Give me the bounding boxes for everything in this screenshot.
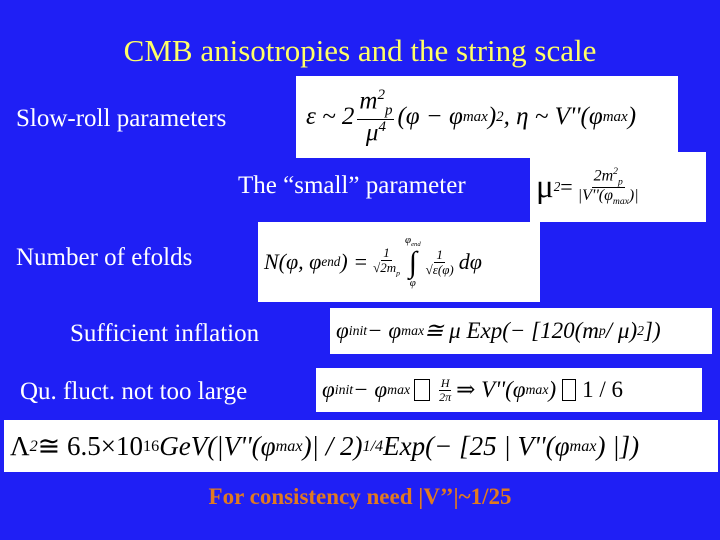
consistency-note: For consistency need |V’’|~1/25: [208, 484, 512, 509]
eq-part: ): [548, 377, 557, 402]
eq-part: 2: [496, 108, 504, 125]
eq-part: , η ~ V''(φ: [503, 103, 603, 130]
slow-roll-equation: [296, 76, 678, 158]
eq-part: (φ − φ: [397, 103, 463, 130]
eq-part: 16: [143, 436, 160, 455]
efolds-label: Number of efolds: [16, 244, 193, 271]
eq-part: / μ): [605, 318, 638, 343]
eq-part: 1/4: [362, 436, 384, 455]
eq-part: dφ: [458, 249, 482, 274]
eq-part: Exp: [383, 430, 426, 461]
eq-part: φ: [336, 318, 349, 343]
eq-part: H: [440, 375, 450, 390]
eq-part: =: [560, 174, 573, 199]
eq-part: φ: [322, 377, 335, 402]
fraction: [357, 88, 394, 147]
eq-part: 1: [383, 245, 390, 261]
eq-part: 2: [29, 436, 38, 455]
eq-part: )|: [628, 187, 639, 205]
eq-part: − φ: [353, 377, 388, 402]
eq-part: max: [602, 108, 628, 125]
eq-part: √2m: [373, 259, 397, 275]
eq-part: |V''(φ: [577, 187, 613, 205]
eq-part: ≅ μ Exp: [424, 318, 503, 343]
sufficient-inflation-label: Sufficient inflation: [70, 320, 260, 347]
eq-part: ) |]): [596, 430, 640, 461]
slow-roll-label: Slow-roll parameters: [16, 105, 227, 132]
eq-part: μ: [365, 119, 379, 147]
eq-part: )| / 2): [302, 430, 363, 461]
eq-part: m: [359, 87, 378, 114]
eq-part: ε ~ 2: [306, 103, 355, 130]
efolds-equation: [258, 222, 540, 302]
eq-part: ≅ 6.5×10: [37, 430, 144, 461]
eq-part: p: [617, 176, 623, 188]
eq-part: p: [384, 102, 393, 118]
eq-part: max: [462, 108, 488, 125]
eq-part: ⇒ V''(φ: [456, 377, 526, 402]
eq-part: 2m: [593, 166, 614, 184]
eq-part: max: [401, 323, 425, 338]
integral-icon: ∫: [408, 246, 417, 280]
eq-part: end: [411, 240, 421, 248]
eq-part: (− [120(m: [502, 318, 599, 343]
eq-part: max: [612, 196, 629, 208]
fraction: [424, 248, 456, 276]
eq-part: ): [627, 103, 637, 130]
fraction: [576, 167, 641, 208]
eq-part: (|V''(φ: [207, 430, 276, 461]
eq-part: max: [525, 382, 549, 397]
eq-part: 2: [377, 86, 385, 103]
integral: [405, 235, 421, 290]
eq-part: 4: [378, 118, 386, 135]
eq-part: max: [387, 382, 411, 397]
eq-part: − φ: [367, 318, 402, 343]
eq-part: 2: [613, 165, 618, 177]
eq-part: GeV: [159, 430, 208, 461]
eq-part: ): [487, 103, 497, 130]
small-parameter-label: The “small” parameter: [238, 172, 466, 199]
eq-part: Λ: [10, 430, 30, 461]
missing-glyph-icon: [414, 379, 430, 401]
small-parameter-equation: [530, 152, 706, 222]
eq-part: ]): [644, 318, 661, 343]
eq-part: 2π: [439, 389, 452, 404]
eq-part: N(φ, φ: [264, 249, 322, 274]
eq-part: max: [569, 436, 597, 455]
eq-part: 1 / 6: [582, 377, 624, 402]
fraction: [371, 246, 402, 277]
missing-glyph-icon: [562, 379, 576, 401]
eq-part: p: [598, 323, 606, 338]
eq-part: (− [25 | V''(φ: [425, 430, 570, 461]
string-scale-equation: [4, 420, 718, 472]
slide-title: CMB anisotropies and the string scale: [123, 33, 597, 68]
eq-part: 2: [553, 179, 561, 194]
eq-part: end: [321, 254, 341, 269]
fraction: [437, 377, 453, 403]
eq-part: p: [396, 268, 400, 278]
eq-part: √ε(φ): [425, 261, 454, 277]
eq-part: μ: [536, 168, 554, 205]
eq-part: max: [275, 436, 303, 455]
eq-part: init: [334, 382, 354, 397]
eq-part: init: [348, 323, 368, 338]
sufficient-inflation-equation: [330, 308, 712, 354]
quantum-fluctuation-label: Qu. fluct. not too large: [20, 378, 248, 405]
quantum-fluctuation-equation: [316, 368, 702, 412]
eq-part: 2: [637, 323, 645, 338]
eq-part: ) =: [340, 249, 369, 274]
eq-part: φ: [409, 277, 416, 290]
eq-part: 1: [436, 246, 443, 262]
eq-part: φ: [405, 233, 412, 246]
